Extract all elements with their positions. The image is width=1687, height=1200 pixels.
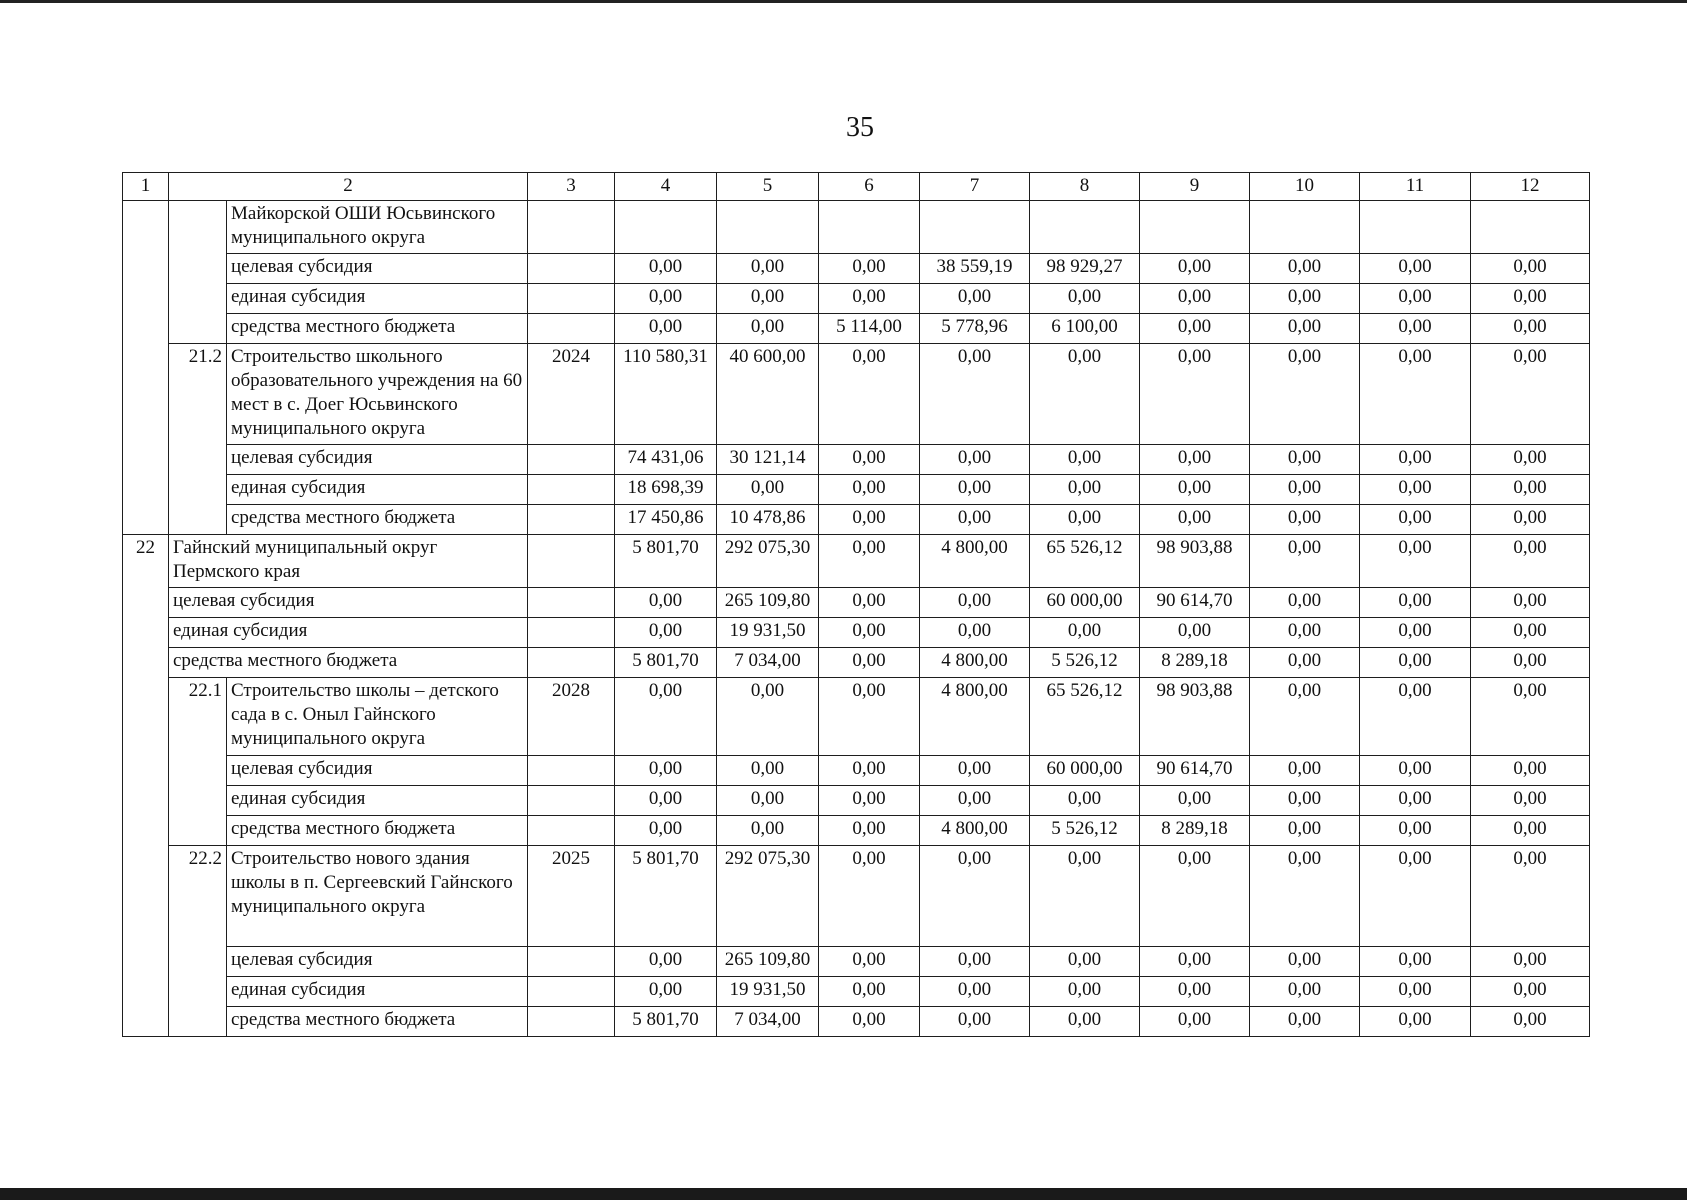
value-cell: 0,00 <box>819 254 920 284</box>
scan-edge-bottom <box>0 1188 1687 1200</box>
value-cell: 0,00 <box>1030 505 1140 535</box>
value-cell: 5 778,96 <box>920 314 1030 344</box>
value-cell: 0,00 <box>1471 648 1590 678</box>
value-cell: 0,00 <box>1250 648 1360 678</box>
value-cell: 4 800,00 <box>920 648 1030 678</box>
value-cell: 0,00 <box>1471 786 1590 816</box>
budget-table <box>122 172 1590 1037</box>
value-cell: 0,00 <box>615 756 717 786</box>
row-label: средства местного бюджета <box>227 314 528 344</box>
value-cell: 0,00 <box>920 947 1030 977</box>
header-cell: 5 <box>717 173 819 201</box>
value-cell: 0,00 <box>1471 535 1590 588</box>
value-cell: 0,00 <box>920 756 1030 786</box>
value-cell: 0,00 <box>1360 816 1471 846</box>
value-cell: 0,00 <box>1360 756 1471 786</box>
value-cell: 17 450,86 <box>615 505 717 535</box>
value-cell: 0,00 <box>615 947 717 977</box>
value-cell: 0,00 <box>920 505 1030 535</box>
value-cell: 0,00 <box>1360 846 1471 947</box>
year-cell <box>528 588 615 618</box>
value-cell: 0,00 <box>717 254 819 284</box>
row-label: единая субсидия <box>227 977 528 1007</box>
row-label: Строительство школьного образовательного учреждения на 60 мест в с. Доег Юсьвинского муниципального округа <box>227 344 528 445</box>
value-cell: 0,00 <box>1030 846 1140 947</box>
value-cell: 5 801,70 <box>615 648 717 678</box>
value-cell: 0,00 <box>615 678 717 756</box>
value-cell: 0,00 <box>920 588 1030 618</box>
value-cell: 0,00 <box>1360 254 1471 284</box>
value-cell: 0,00 <box>1250 816 1360 846</box>
value-cell: 0,00 <box>717 284 819 314</box>
value-cell: 0,00 <box>819 846 920 947</box>
header-cell: 1 <box>123 173 169 201</box>
table-row <box>123 977 1590 1007</box>
value-cell: 60 000,00 <box>1030 756 1140 786</box>
value-cell: 0,00 <box>819 618 920 648</box>
value-cell: 0,00 <box>1250 445 1360 475</box>
table-row <box>123 314 1590 344</box>
row-label: целевая субсидия <box>169 588 528 618</box>
value-cell: 0,00 <box>1030 618 1140 648</box>
value-cell: 0,00 <box>819 588 920 618</box>
value-cell: 0,00 <box>819 344 920 445</box>
year-cell: 2025 <box>528 846 615 947</box>
value-cell: 7 034,00 <box>717 1007 819 1037</box>
value-cell: 0,00 <box>1140 284 1250 314</box>
value-cell: 0,00 <box>819 505 920 535</box>
value-cell: 0,00 <box>1030 445 1140 475</box>
value-cell: 0,00 <box>1140 977 1250 1007</box>
value-cell: 74 431,06 <box>615 445 717 475</box>
header-cell: 3 <box>528 173 615 201</box>
row-label: целевая субсидия <box>227 756 528 786</box>
header-cell: 9 <box>1140 173 1250 201</box>
row-label: Гайнский муниципальный округ Пермского края <box>169 535 528 588</box>
value-cell: 0,00 <box>1471 588 1590 618</box>
table-row <box>123 588 1590 618</box>
table-row <box>123 648 1590 678</box>
value-cell: 0,00 <box>920 1007 1030 1037</box>
value-cell: 110 580,31 <box>615 344 717 445</box>
value-cell: 0,00 <box>819 535 920 588</box>
value-cell: 0,00 <box>920 284 1030 314</box>
value-cell <box>615 201 717 254</box>
value-cell: 0,00 <box>717 816 819 846</box>
table-row <box>123 786 1590 816</box>
item-number-cell <box>123 201 169 535</box>
value-cell: 0,00 <box>920 846 1030 947</box>
value-cell: 0,00 <box>1360 535 1471 588</box>
value-cell: 0,00 <box>920 475 1030 505</box>
row-label: целевая субсидия <box>227 254 528 284</box>
table-row <box>123 1007 1590 1037</box>
value-cell: 0,00 <box>920 618 1030 648</box>
value-cell: 0,00 <box>1140 786 1250 816</box>
table-row <box>123 254 1590 284</box>
value-cell: 0,00 <box>1250 254 1360 284</box>
value-cell: 5 526,12 <box>1030 816 1140 846</box>
table-row <box>123 618 1590 648</box>
table-row <box>123 284 1590 314</box>
row-label: средства местного бюджета <box>227 1007 528 1037</box>
value-cell: 0,00 <box>1140 445 1250 475</box>
table-row <box>123 816 1590 846</box>
header-cell: 4 <box>615 173 717 201</box>
table-row <box>123 344 1590 445</box>
value-cell: 0,00 <box>1360 344 1471 445</box>
value-cell: 0,00 <box>1471 756 1590 786</box>
scan-edge-top <box>0 0 1687 3</box>
header-cell: 7 <box>920 173 1030 201</box>
year-cell <box>528 1007 615 1037</box>
value-cell: 0,00 <box>1030 786 1140 816</box>
value-cell: 0,00 <box>1030 344 1140 445</box>
value-cell: 4 800,00 <box>920 816 1030 846</box>
value-cell: 0,00 <box>1140 618 1250 648</box>
table-row <box>123 947 1590 977</box>
value-cell: 60 000,00 <box>1030 588 1140 618</box>
value-cell: 5 526,12 <box>1030 648 1140 678</box>
value-cell: 0,00 <box>615 284 717 314</box>
subitem-number-cell <box>169 201 227 344</box>
value-cell: 0,00 <box>1471 475 1590 505</box>
column-number-row <box>123 173 1590 201</box>
table-row <box>123 201 1590 254</box>
value-cell: 0,00 <box>1030 284 1140 314</box>
value-cell: 0,00 <box>1360 977 1471 1007</box>
table-row <box>123 445 1590 475</box>
year-cell <box>528 284 615 314</box>
header-cell: 8 <box>1030 173 1140 201</box>
value-cell: 0,00 <box>615 618 717 648</box>
value-cell: 0,00 <box>819 1007 920 1037</box>
value-cell: 0,00 <box>1250 505 1360 535</box>
value-cell: 0,00 <box>1360 947 1471 977</box>
value-cell: 0,00 <box>1360 1007 1471 1037</box>
value-cell: 0,00 <box>1250 947 1360 977</box>
row-label: единая субсидия <box>227 284 528 314</box>
value-cell: 0,00 <box>1250 1007 1360 1037</box>
value-cell: 90 614,70 <box>1140 588 1250 618</box>
header-cell: 10 <box>1250 173 1360 201</box>
year-cell <box>528 947 615 977</box>
value-cell: 292 075,30 <box>717 535 819 588</box>
value-cell: 0,00 <box>1140 505 1250 535</box>
value-cell: 0,00 <box>1360 314 1471 344</box>
value-cell: 0,00 <box>1250 756 1360 786</box>
row-label: единая субсидия <box>227 475 528 505</box>
value-cell: 0,00 <box>717 475 819 505</box>
year-cell: 2028 <box>528 678 615 756</box>
value-cell: 0,00 <box>1030 977 1140 1007</box>
value-cell: 265 109,80 <box>717 588 819 618</box>
row-label: средства местного бюджета <box>227 505 528 535</box>
value-cell: 19 931,50 <box>717 977 819 1007</box>
value-cell: 0,00 <box>1360 648 1471 678</box>
value-cell: 0,00 <box>819 284 920 314</box>
value-cell: 0,00 <box>1250 588 1360 618</box>
value-cell: 0,00 <box>819 648 920 678</box>
value-cell: 98 903,88 <box>1140 535 1250 588</box>
value-cell <box>1030 201 1140 254</box>
year-cell <box>528 475 615 505</box>
row-label: средства местного бюджета <box>169 648 528 678</box>
value-cell: 0,00 <box>819 816 920 846</box>
value-cell: 0,00 <box>1360 678 1471 756</box>
value-cell: 0,00 <box>920 344 1030 445</box>
value-cell: 292 075,30 <box>717 846 819 947</box>
subitem-number-cell: 22.2 <box>169 846 227 1037</box>
row-label: единая субсидия <box>169 618 528 648</box>
value-cell: 0,00 <box>615 314 717 344</box>
value-cell: 0,00 <box>1471 816 1590 846</box>
table-row <box>123 535 1590 588</box>
value-cell: 265 109,80 <box>717 947 819 977</box>
value-cell: 0,00 <box>1360 445 1471 475</box>
value-cell: 38 559,19 <box>920 254 1030 284</box>
value-cell: 0,00 <box>1360 786 1471 816</box>
value-cell: 0,00 <box>1471 1007 1590 1037</box>
year-cell <box>528 816 615 846</box>
value-cell: 0,00 <box>920 977 1030 1007</box>
value-cell: 0,00 <box>1250 314 1360 344</box>
value-cell: 0,00 <box>1360 588 1471 618</box>
year-cell <box>528 786 615 816</box>
value-cell: 0,00 <box>1250 475 1360 505</box>
value-cell: 5 114,00 <box>819 314 920 344</box>
value-cell <box>1471 201 1590 254</box>
value-cell: 0,00 <box>1030 475 1140 505</box>
header-cell: 11 <box>1360 173 1471 201</box>
value-cell: 0,00 <box>819 475 920 505</box>
value-cell: 0,00 <box>615 816 717 846</box>
value-cell: 0,00 <box>1250 618 1360 648</box>
row-label: Строительство школы – детского сада в с. Оныл Гайнского муниципального округа <box>227 678 528 756</box>
value-cell: 19 931,50 <box>717 618 819 648</box>
value-cell: 0,00 <box>717 786 819 816</box>
year-cell <box>528 977 615 1007</box>
header-cell: 12 <box>1471 173 1590 201</box>
value-cell: 0,00 <box>1140 475 1250 505</box>
value-cell: 0,00 <box>1471 947 1590 977</box>
value-cell: 0,00 <box>1471 618 1590 648</box>
value-cell: 4 800,00 <box>920 678 1030 756</box>
value-cell: 10 478,86 <box>717 505 819 535</box>
value-cell: 0,00 <box>1250 846 1360 947</box>
value-cell: 0,00 <box>1140 846 1250 947</box>
value-cell <box>1250 201 1360 254</box>
table-row <box>123 756 1590 786</box>
row-label: Строительство нового здания школы в п. Сергеевский Гайнского муниципального округа <box>227 846 528 947</box>
value-cell: 0,00 <box>1140 254 1250 284</box>
value-cell: 4 800,00 <box>920 535 1030 588</box>
value-cell: 0,00 <box>1360 505 1471 535</box>
value-cell: 0,00 <box>920 786 1030 816</box>
value-cell: 5 801,70 <box>615 1007 717 1037</box>
value-cell: 98 929,27 <box>1030 254 1140 284</box>
table-row <box>123 475 1590 505</box>
value-cell: 0,00 <box>1471 254 1590 284</box>
value-cell: 6 100,00 <box>1030 314 1140 344</box>
value-cell <box>920 201 1030 254</box>
year-cell <box>528 254 615 284</box>
table-row <box>123 505 1590 535</box>
row-label: единая субсидия <box>227 786 528 816</box>
value-cell <box>1360 201 1471 254</box>
value-cell: 0,00 <box>1360 475 1471 505</box>
year-cell <box>528 445 615 475</box>
value-cell: 0,00 <box>615 588 717 618</box>
value-cell: 5 801,70 <box>615 535 717 588</box>
value-cell: 0,00 <box>819 445 920 475</box>
value-cell: 0,00 <box>819 786 920 816</box>
row-label: Майкорской ОШИ Юсьвинского муниципального округа <box>227 201 528 254</box>
value-cell: 5 801,70 <box>615 846 717 947</box>
value-cell: 8 289,18 <box>1140 816 1250 846</box>
value-cell: 90 614,70 <box>1140 756 1250 786</box>
table-row <box>123 678 1590 756</box>
page-number: 35 <box>846 112 874 143</box>
value-cell: 65 526,12 <box>1030 678 1140 756</box>
value-cell: 0,00 <box>1471 505 1590 535</box>
value-cell: 65 526,12 <box>1030 535 1140 588</box>
row-label: целевая субсидия <box>227 445 528 475</box>
value-cell: 0,00 <box>717 756 819 786</box>
year-cell <box>528 505 615 535</box>
year-cell <box>528 756 615 786</box>
value-cell <box>717 201 819 254</box>
year-cell <box>528 535 615 588</box>
value-cell: 0,00 <box>1030 947 1140 977</box>
value-cell: 0,00 <box>1471 445 1590 475</box>
header-cell: 6 <box>819 173 920 201</box>
value-cell: 0,00 <box>1471 977 1590 1007</box>
value-cell: 0,00 <box>819 678 920 756</box>
value-cell: 0,00 <box>1140 1007 1250 1037</box>
value-cell: 0,00 <box>1250 678 1360 756</box>
value-cell: 18 698,39 <box>615 475 717 505</box>
value-cell: 0,00 <box>819 947 920 977</box>
subitem-number-cell: 21.2 <box>169 344 227 535</box>
value-cell: 0,00 <box>1140 314 1250 344</box>
row-label: средства местного бюджета <box>227 816 528 846</box>
value-cell: 0,00 <box>1250 535 1360 588</box>
value-cell: 0,00 <box>920 445 1030 475</box>
value-cell: 0,00 <box>1030 1007 1140 1037</box>
year-cell <box>528 314 615 344</box>
value-cell: 0,00 <box>1250 344 1360 445</box>
value-cell: 0,00 <box>1471 678 1590 756</box>
subitem-number-cell: 22.1 <box>169 678 227 846</box>
value-cell: 0,00 <box>1250 977 1360 1007</box>
value-cell <box>819 201 920 254</box>
year-cell: 2024 <box>528 344 615 445</box>
value-cell: 0,00 <box>717 314 819 344</box>
item-number-cell: 22 <box>123 535 169 1037</box>
table-row <box>123 846 1590 947</box>
year-cell <box>528 201 615 254</box>
header-cell: 2 <box>169 173 528 201</box>
value-cell: 0,00 <box>1471 314 1590 344</box>
year-cell <box>528 648 615 678</box>
value-cell: 0,00 <box>717 678 819 756</box>
value-cell: 8 289,18 <box>1140 648 1250 678</box>
value-cell: 0,00 <box>615 254 717 284</box>
value-cell: 0,00 <box>1360 618 1471 648</box>
value-cell: 0,00 <box>1360 284 1471 314</box>
value-cell: 0,00 <box>819 756 920 786</box>
value-cell: 0,00 <box>1250 284 1360 314</box>
value-cell: 0,00 <box>1471 344 1590 445</box>
value-cell: 30 121,14 <box>717 445 819 475</box>
value-cell: 0,00 <box>1140 947 1250 977</box>
value-cell: 98 903,88 <box>1140 678 1250 756</box>
year-cell <box>528 618 615 648</box>
value-cell: 0,00 <box>1471 284 1590 314</box>
value-cell: 0,00 <box>1471 846 1590 947</box>
row-label: целевая субсидия <box>227 947 528 977</box>
value-cell: 0,00 <box>1140 344 1250 445</box>
value-cell: 0,00 <box>819 977 920 1007</box>
value-cell: 7 034,00 <box>717 648 819 678</box>
value-cell: 40 600,00 <box>717 344 819 445</box>
value-cell: 0,00 <box>615 977 717 1007</box>
value-cell <box>1140 201 1250 254</box>
value-cell: 0,00 <box>1250 786 1360 816</box>
value-cell: 0,00 <box>615 786 717 816</box>
